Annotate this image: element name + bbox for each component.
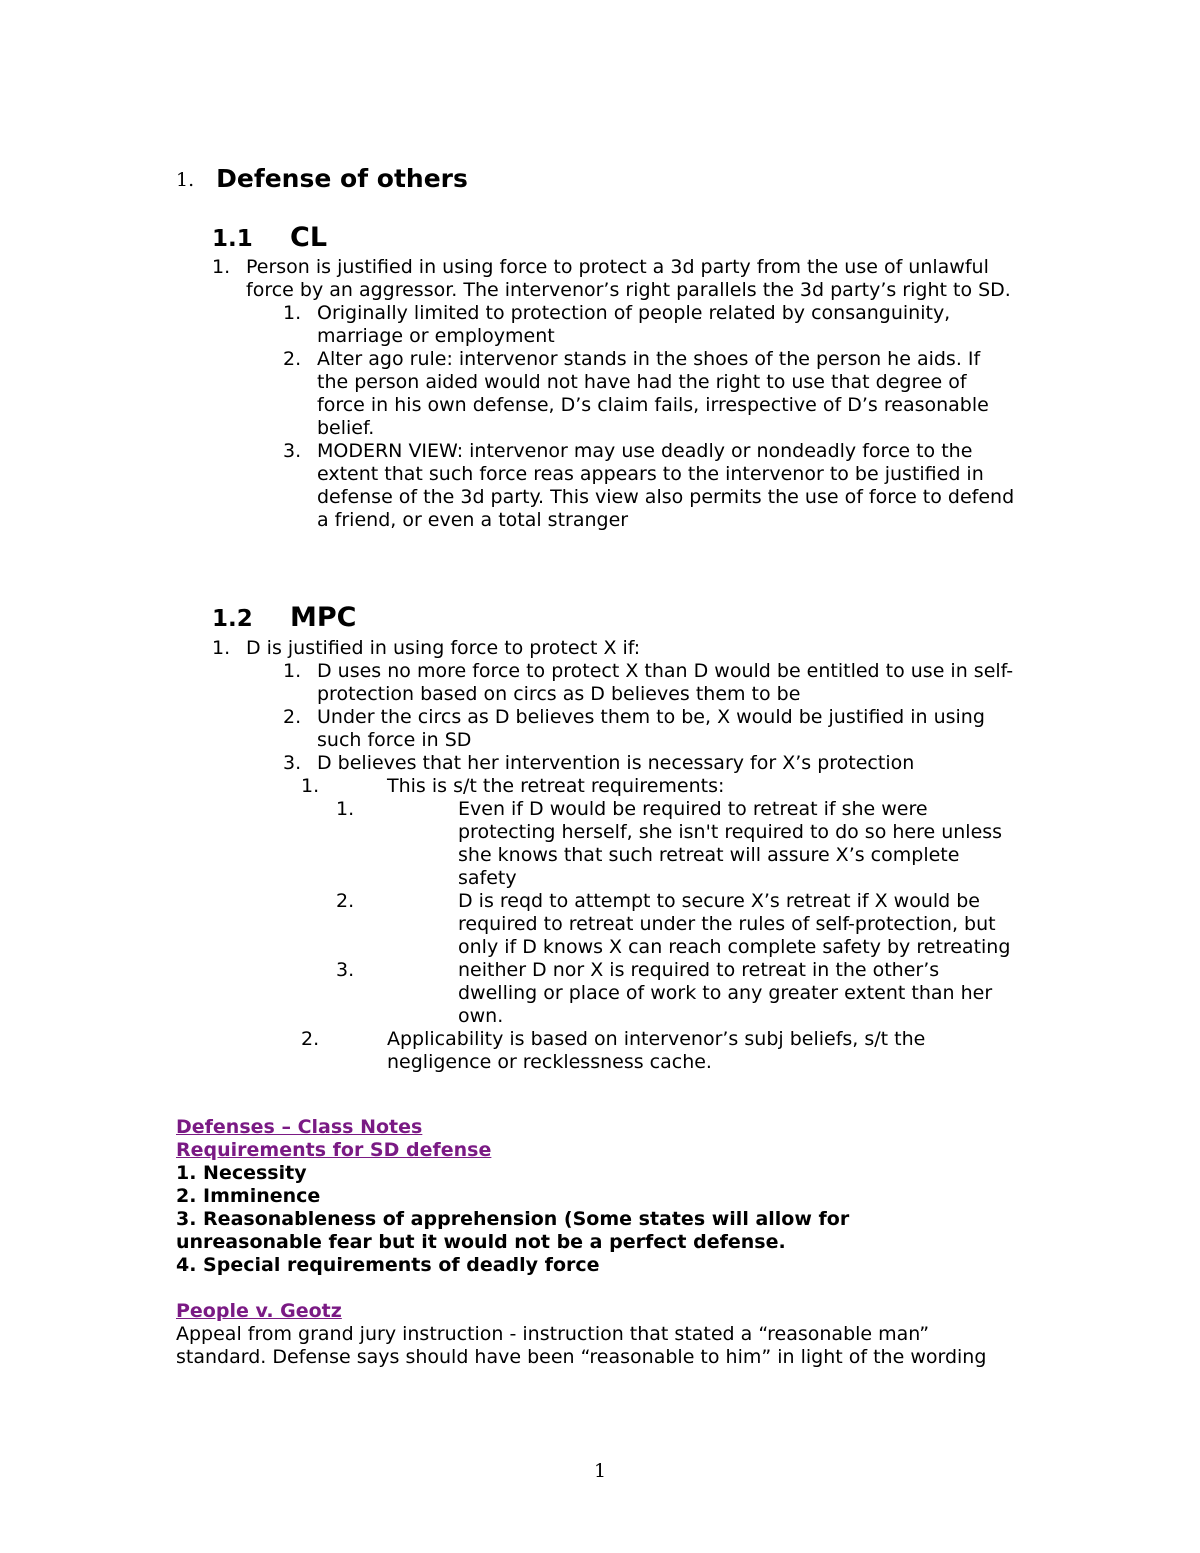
list-item bbox=[212, 1028, 1018, 1074]
list-item-text: D is justified in using force to protect X if: bbox=[246, 637, 641, 659]
subsection-heading-mpc bbox=[212, 602, 356, 633]
subsection-title: MPC bbox=[290, 602, 357, 633]
requirement-reasonableness: 3. Reasonableness of apprehension (Some states will allow for bbox=[176, 1208, 850, 1230]
list-marker: 3. bbox=[283, 440, 302, 462]
list-marker: 3. bbox=[336, 959, 355, 981]
list-item bbox=[212, 302, 1016, 348]
list-marker: 1. bbox=[283, 660, 302, 682]
requirement-deadly-force: 4. Special requirements of deadly force bbox=[176, 1254, 600, 1276]
list-item-text: Alter ago rule: intervenor stands in the shoes of the person he aids. If the person aided would not have had the right to use that degree of force in his own defense, D’s claim fails, irrespective of D’s reasonable belief. bbox=[317, 348, 989, 439]
list-marker: 1. bbox=[212, 637, 231, 659]
list-marker: 2. bbox=[283, 706, 302, 728]
list-item-text: D believes that her intervention is necessary for X’s protection bbox=[317, 752, 915, 774]
list-item bbox=[212, 798, 1018, 890]
list-item bbox=[212, 959, 1018, 1028]
list-marker: 3. bbox=[283, 752, 302, 774]
requirement-necessity: 1. Necessity bbox=[176, 1162, 307, 1184]
list-marker: 2. bbox=[336, 890, 355, 912]
case-summary-line: standard. Defense says should have been “reasonable to him” in light of the wording bbox=[176, 1346, 987, 1368]
list-item bbox=[212, 348, 1016, 440]
case-summary-line: Appeal from grand jury instruction - instruction that stated a “reasonable man” bbox=[176, 1323, 930, 1345]
list-marker: 2. bbox=[283, 348, 302, 370]
list-item-text: MODERN VIEW: intervenor may use deadly or nondeadly force to the extent that such force reas appears to the intervenor to be justified in defense of the 3d party. This view also permits the use of force to defend a friend, or even a total stranger bbox=[317, 440, 1015, 531]
list-item-text: D uses no more force to protect X than D would be entitled to use in self-protection based on circs as D believes them to be bbox=[317, 660, 1014, 705]
case-title-link[interactable]: People v. Geotz bbox=[176, 1300, 342, 1322]
list-item-text: neither D nor X is required to retreat in the other’s dwelling or place of work to any greater extent than her own. bbox=[458, 959, 993, 1027]
list-item-text: Even if D would be required to retreat if she were protecting herself, she isn't required to do so here unless she knows that such retreat will assure X’s complete safety bbox=[458, 798, 1003, 889]
list-item bbox=[212, 706, 1018, 752]
list-item bbox=[212, 775, 1018, 798]
list-item-text: Applicability is based on intervenor’s subj beliefs, s/t the negligence or recklessness cache. bbox=[387, 1028, 926, 1073]
list-item-text: Under the circs as D believes them to be, X would be justified in using such force in SD bbox=[317, 706, 985, 751]
list-item bbox=[212, 637, 1018, 660]
list-item-text: Originally limited to protection of people related by consanguinity, marriage or employment bbox=[317, 302, 951, 347]
list-marker: 1. bbox=[212, 256, 231, 278]
requirements-heading-link[interactable]: Requirements for SD defense bbox=[176, 1139, 492, 1161]
list-marker: 2. bbox=[301, 1028, 320, 1050]
subsection-number: 1.2 bbox=[212, 606, 253, 632]
subsection-title: CL bbox=[290, 222, 328, 253]
class-notes bbox=[176, 1116, 1076, 1369]
list-item bbox=[212, 256, 1016, 302]
list-marker: 1. bbox=[336, 798, 355, 820]
list-marker: 1. bbox=[283, 302, 302, 324]
subsection-heading-cl bbox=[212, 222, 327, 253]
mpc-outline-list bbox=[212, 637, 1018, 1074]
list-item bbox=[212, 660, 1018, 706]
list-item bbox=[212, 890, 1018, 959]
list-item bbox=[212, 440, 1016, 532]
requirement-reasonableness-cont: unreasonable fear but it would not be a perfect defense. bbox=[176, 1231, 786, 1253]
cl-outline-list bbox=[212, 256, 1016, 532]
list-item bbox=[212, 752, 1018, 775]
requirement-imminence: 2. Imminence bbox=[176, 1185, 321, 1207]
list-marker: 1. bbox=[301, 775, 320, 797]
section-title: Defense of others bbox=[216, 164, 468, 193]
page-number: 1 bbox=[593, 1460, 607, 1482]
list-item-text: This is s/t the retreat requirements: bbox=[387, 775, 725, 797]
section-heading bbox=[176, 164, 468, 193]
list-item-text: Person is justified in using force to protect a 3d party from the use of unlawful force by an aggressor. The intervenor’s right parallels the 3d party’s right to SD. bbox=[246, 256, 1011, 301]
subsection-number: 1.1 bbox=[212, 226, 253, 252]
section-number: 1. bbox=[176, 169, 195, 191]
list-item-text: D is reqd to attempt to secure X’s retreat if X would be required to retreat under the rules of self-protection, but only if D knows X can reach complete safety by retreating bbox=[458, 890, 1011, 958]
class-notes-heading-link[interactable]: Defenses – Class Notes bbox=[176, 1116, 423, 1138]
